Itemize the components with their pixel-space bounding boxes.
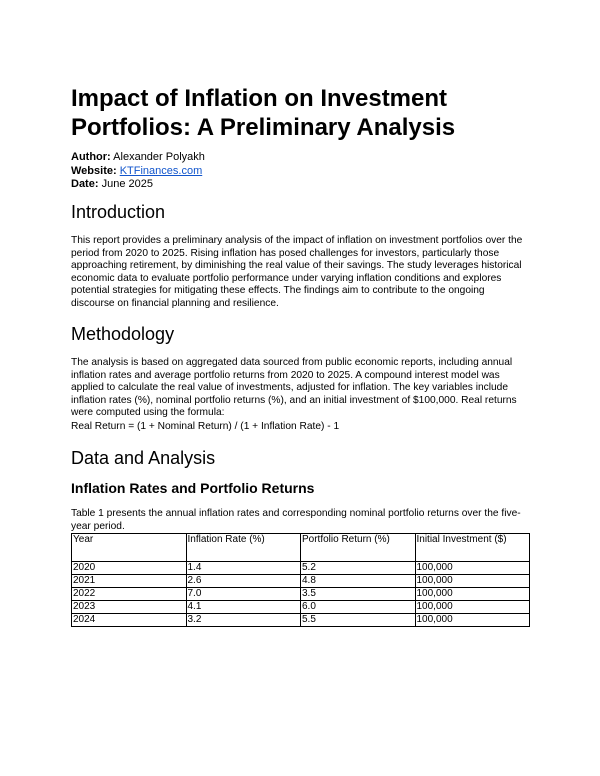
cell-inflation: 1.4 bbox=[186, 562, 301, 575]
methodology-heading: Methodology bbox=[71, 324, 175, 344]
introduction-heading: Introduction bbox=[71, 202, 166, 222]
cell-inflation: 4.1 bbox=[186, 601, 301, 614]
author-name: Alexander Polyakh bbox=[113, 151, 205, 163]
cell-inflation: 7.0 bbox=[186, 588, 301, 601]
cell-return: 3.5 bbox=[301, 588, 416, 601]
cell-investment: 100,000 bbox=[415, 562, 530, 575]
cell-inflation: 2.6 bbox=[186, 575, 301, 588]
methodology-formula: Real Return = (1 + Nominal Return) / (1 + Inflation Rate) - 1 bbox=[71, 421, 340, 432]
date-label: Date: bbox=[71, 178, 99, 190]
inflation-returns-table bbox=[71, 533, 530, 627]
cell-year: 2021 bbox=[72, 575, 187, 588]
cell-investment: 100,000 bbox=[415, 614, 530, 627]
cell-investment: 100,000 bbox=[415, 588, 530, 601]
header-year: Year bbox=[72, 534, 187, 562]
header-inflation-rate: Inflation Rate (%) bbox=[186, 534, 301, 562]
table-row bbox=[72, 601, 530, 614]
cell-return: 6.0 bbox=[301, 601, 416, 614]
cell-return: 4.8 bbox=[301, 575, 416, 588]
cell-investment: 100,000 bbox=[415, 575, 530, 588]
introduction-text: This report provides a preliminary analysis of the impact of inflation on investment portfolios over the period from 2020 to 2025. Rising inflation has posed challenges for investors, particularly those approaching retirement, by diminishing the real value of their savings. The study leverages historical economic data to evaluate portfolio performance under varying inflation conditions and explores potential strategies for mitigating these effects. The findings aim to contribute to the ongoing discourse on financial planning and resilience. bbox=[71, 235, 523, 309]
author-line bbox=[71, 151, 205, 165]
document-meta bbox=[71, 151, 205, 192]
table-row bbox=[72, 588, 530, 601]
cell-year: 2023 bbox=[72, 601, 187, 614]
cell-inflation: 3.2 bbox=[186, 614, 301, 627]
cell-year: 2020 bbox=[72, 562, 187, 575]
date-value: June 2025 bbox=[101, 178, 153, 190]
header-initial-investment: Initial Investment ($) bbox=[415, 534, 530, 562]
website-link[interactable]: KTFinances.com bbox=[119, 164, 203, 177]
date-line bbox=[71, 178, 205, 192]
website-line bbox=[71, 165, 205, 179]
header-portfolio-return: Portfolio Return (%) bbox=[301, 534, 416, 562]
table-row bbox=[72, 575, 530, 588]
cell-return: 5.5 bbox=[301, 614, 416, 627]
table-row bbox=[72, 614, 530, 627]
inflation-returns-subheading: Inflation Rates and Portfolio Returns bbox=[71, 480, 315, 496]
cell-year: 2022 bbox=[72, 588, 187, 601]
table-row bbox=[72, 562, 530, 575]
cell-return: 5.2 bbox=[301, 562, 416, 575]
table-header-row bbox=[72, 534, 530, 562]
document-title: Impact of Inflation on Investment Portfolios: A Preliminary Analysis bbox=[71, 85, 456, 141]
data-analysis-heading: Data and Analysis bbox=[71, 448, 216, 468]
cell-investment: 100,000 bbox=[415, 601, 530, 614]
cell-year: 2024 bbox=[72, 614, 187, 627]
author-label: Author: bbox=[71, 151, 111, 163]
methodology-text: The analysis is based on aggregated data sourced from public economic reports, including annual inflation rates and average portfolio returns from 2020 to 2025. A compound interest model was applied to calculate the real value of investments, adjusted for inflation. The key variables include inflation rates (%), nominal portfolio returns (%), and an initial investment of $100,000. Real returns were computed using the formula: bbox=[71, 357, 517, 419]
table-caption: Table 1 presents the annual inflation rates and corresponding nominal portfolio returns over the five-year period. bbox=[71, 508, 521, 532]
website-label: Website: bbox=[71, 164, 117, 177]
